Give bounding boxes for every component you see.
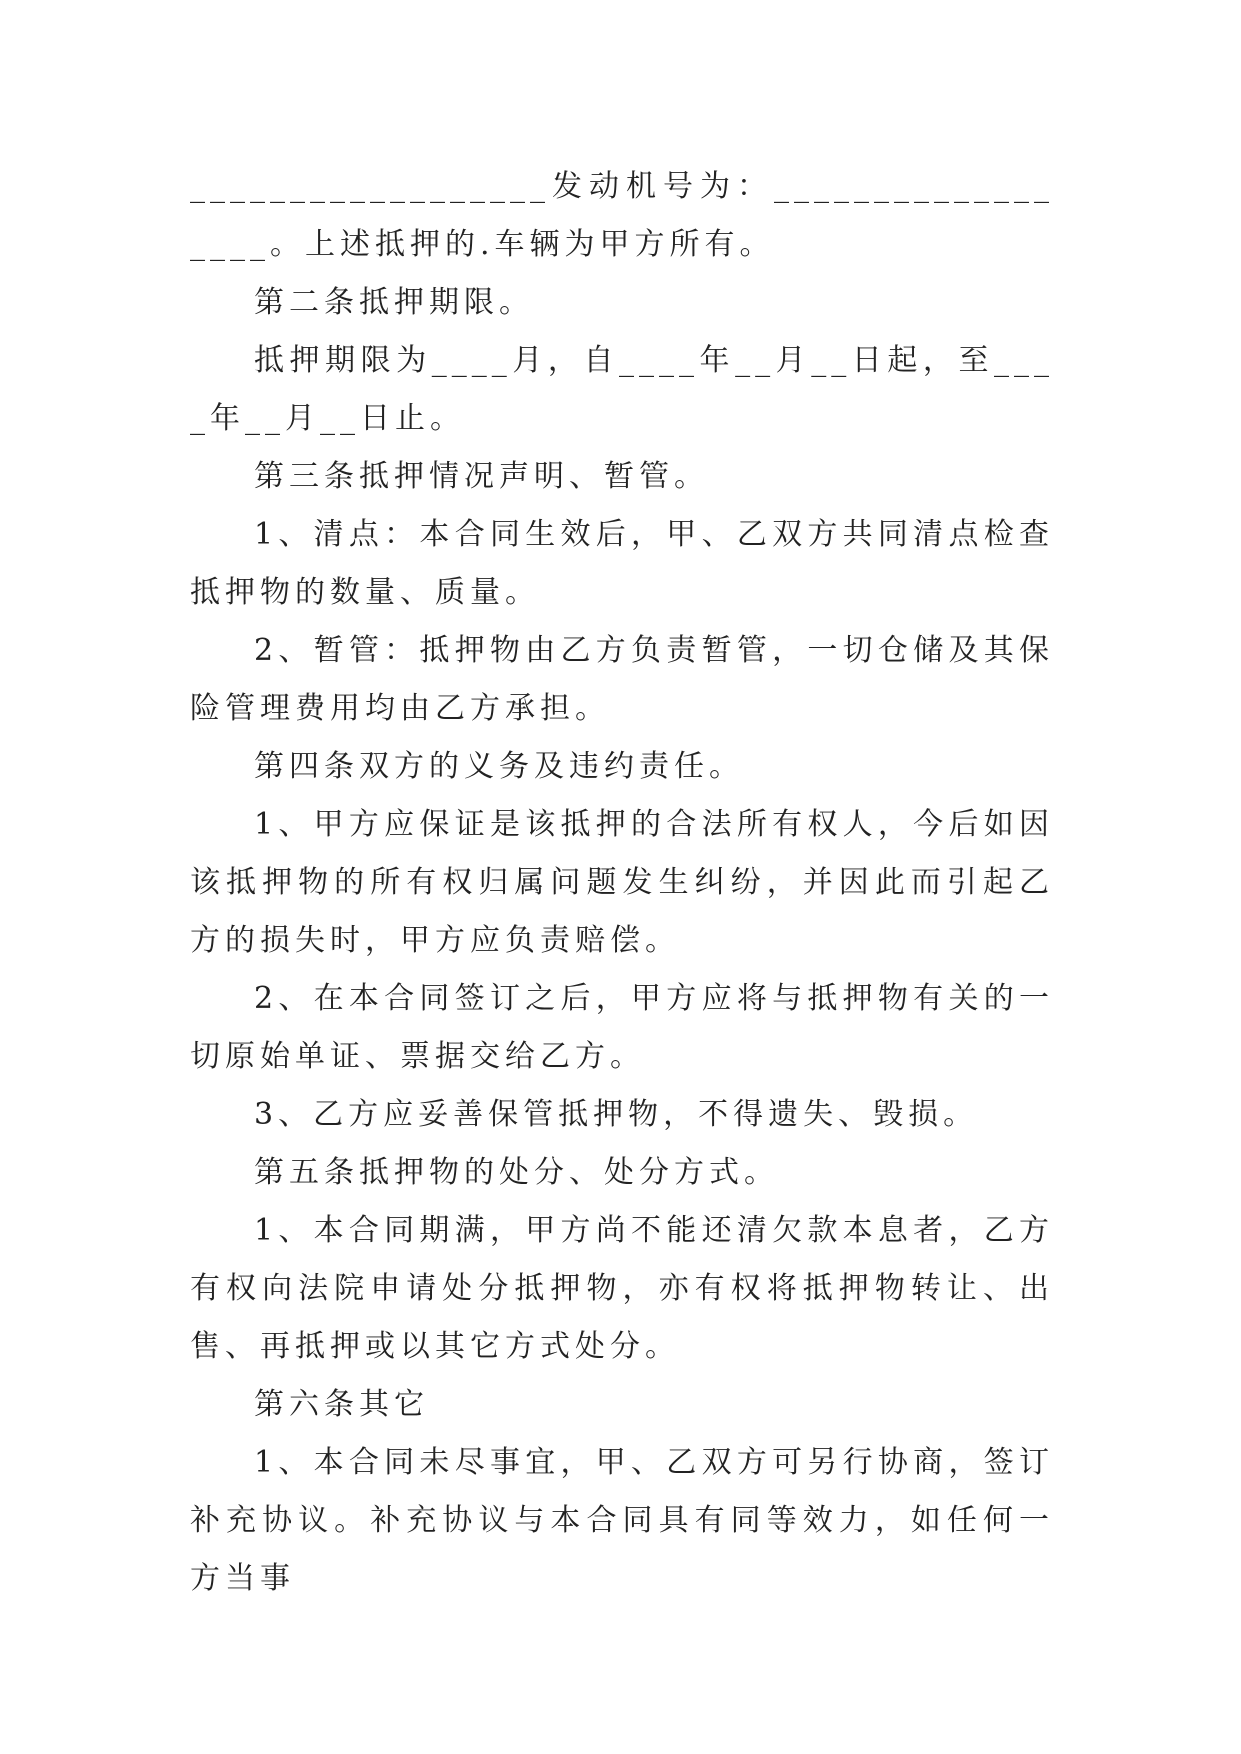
heading-article-4-obligations: 第四条双方的义务及违约责任。 (254, 749, 744, 784)
paragraph-disposal-right: 1、本合同期满，甲方尚不能还清欠款本息者，乙方有权向法院申请处分抵押物，亦有权将抵押物转让、出售、再抵押或以其它方式处分。 (190, 1213, 1054, 1364)
paragraph-safekeeping: 3、乙方应妥善保管抵押物，不得遗失、毁损。 (254, 1097, 979, 1132)
paragraph-mortgage-term: 抵押期限为____月，自____年__月__日起，至____年__月__日止。 (190, 343, 1054, 436)
paragraph-documents-handover: 2、在本合同签订之后，甲方应将与抵押物有关的一切原始单证、票据交给乙方。 (190, 981, 1054, 1074)
paragraph-ownership-guarantee: 1、甲方应保证是该抵押的合法所有权人，今后如因该抵押物的所有权归属问题发生纠纷，并因此而引起乙方的损失时，甲方应负责赔偿。 (190, 807, 1054, 958)
paragraph-supplementary-agreement: 1、本合同未尽事宜，甲、乙双方可另行协商，签订补充协议。补充协议与本合同具有同等效力，如任何一方当事 (190, 1445, 1054, 1596)
heading-article-3-statement-custody: 第三条抵押情况声明、暂管。 (254, 459, 709, 494)
paragraph-inventory-check: 1、清点：本合同生效后，甲、乙双方共同清点检查抵押物的数量、质量。 (190, 517, 1054, 610)
document-body (190, 158, 1054, 1608)
heading-article-2-mortgage-term: 第二条抵押期限。 (254, 285, 534, 320)
paragraph-temporary-custody: 2、暂管：抵押物由乙方负责暂管，一切仓储及其保险管理费用均由乙方承担。 (190, 633, 1054, 726)
paragraph-vehicle-engine-number: __________________发动机号为：__________________。上述抵押的.车辆为甲方所有。 (190, 169, 1054, 262)
heading-article-5-disposal: 第五条抵押物的处分、处分方式。 (254, 1155, 779, 1190)
heading-article-6-other: 第六条其它 (254, 1387, 429, 1422)
